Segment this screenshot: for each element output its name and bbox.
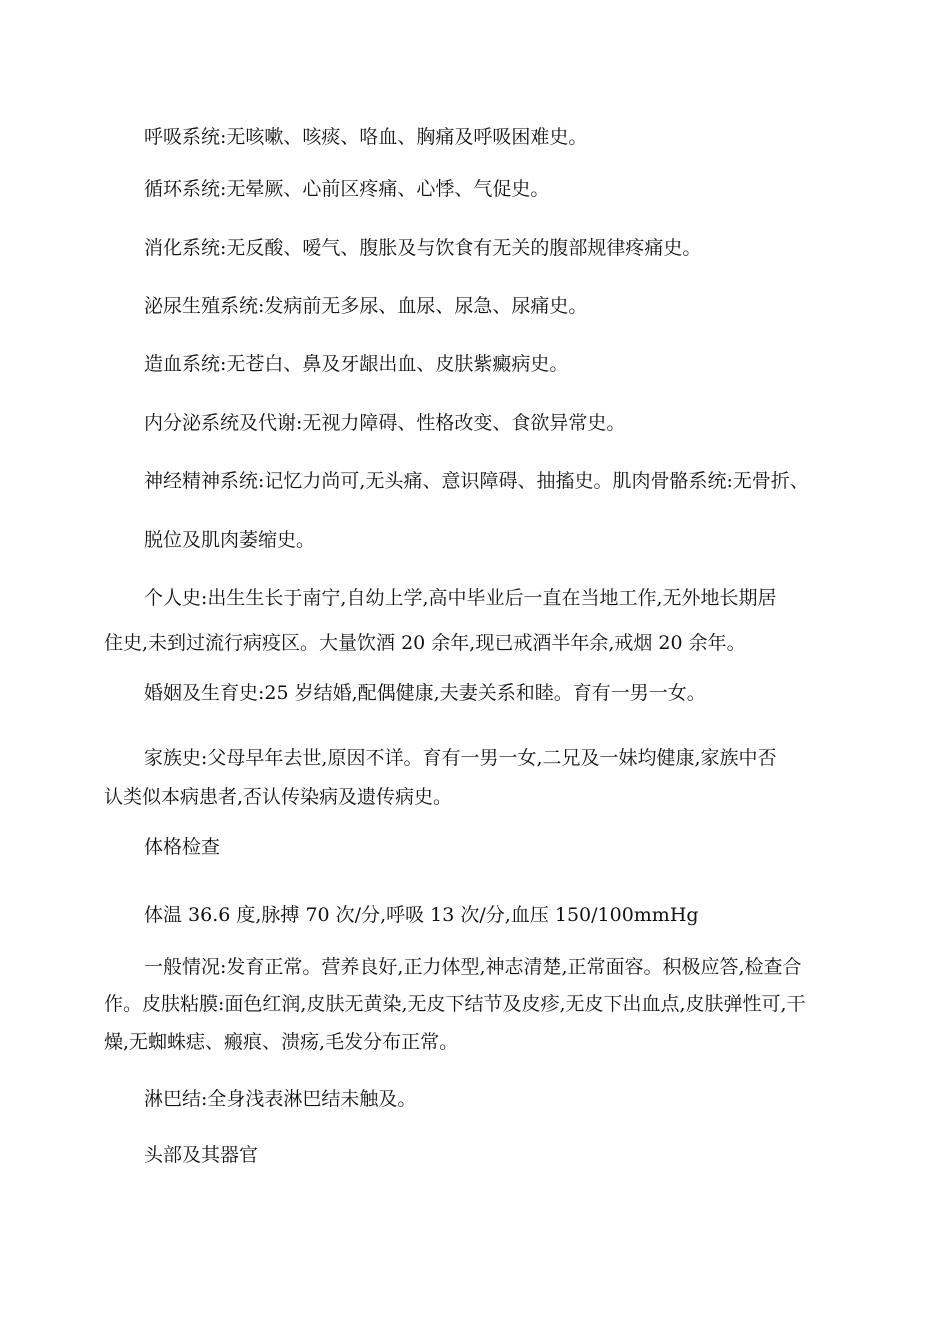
endocrine-system-line: 内分泌系统及代谢:无视力障碍、性格改变、食欲异常史。 (144, 412, 626, 434)
hematopoietic-system-line: 造血系统:无苍白、鼻及牙龈出血、皮肤紫癜病史。 (144, 353, 569, 375)
neuro-musculoskeletal-line-2: 脱位及肌肉萎缩史。 (144, 529, 316, 551)
family-history-line-1: 家族史:父母早年去世,原因不详。育有一男一女,二兄及一妹均健康,家族中否 (144, 747, 777, 769)
family-history-line-2: 认类似本病患者,否认传染病及遗传病史。 (104, 786, 453, 808)
respiratory-system-line: 呼吸系统:无咳嗽、咳痰、咯血、胸痛及呼吸困难史。 (144, 126, 588, 148)
head-organs-heading: 头部及其器官 (144, 1144, 259, 1166)
personal-history-line-2: 住史,未到过流行病疫区。大量饮酒 20 余年,现已戒酒半年余,戒烟 20 余年。 (104, 632, 746, 654)
lymph-nodes-line: 淋巴结:全身浅表淋巴结未触及。 (144, 1088, 417, 1110)
physical-exam-heading: 体格检查 (144, 836, 221, 858)
circulatory-system-line: 循环系统:无晕厥、心前区疼痛、心悸、气促史。 (144, 178, 550, 200)
general-condition-line-3: 燥,无蜘蛛痣、瘢痕、溃疡,毛发分布正常。 (104, 1031, 459, 1053)
personal-history-line-1: 个人史:出生生长于南宁,自幼上学,高中毕业后一直在当地工作,无外地长期居 (144, 587, 777, 609)
marriage-history-line: 婚姻及生育史:25 岁结婚,配偶健康,夫妻关系和睦。育有一男一女。 (144, 682, 706, 704)
digestive-system-line: 消化系统:无反酸、嗳气、腹胀及与饮食有无关的腹部规律疼痛史。 (144, 237, 702, 259)
general-condition-line-1: 一般情况:发育正常。营养良好,正力体型,神志清楚,正常面容。积极应答,检查合 (144, 956, 802, 978)
neuro-musculoskeletal-line-1: 神经精神系统:记忆力尚可,无头痛、意识障碍、抽搐史。肌肉骨骼系统:无骨折、 (144, 470, 809, 492)
general-condition-line-2: 作。皮肤粘膜:面色红润,皮肤无黄染,无皮下结节及皮疹,无皮下出血点,皮肤弹性可,干 (104, 993, 806, 1015)
urogenital-system-line: 泌尿生殖系统:发病前无多尿、血尿、尿急、尿痛史。 (144, 295, 588, 317)
vital-signs-line: 体温 36.6 度,脉搏 70 次/分,呼吸 13 次/分,血压 150/100mmHg (144, 904, 699, 926)
